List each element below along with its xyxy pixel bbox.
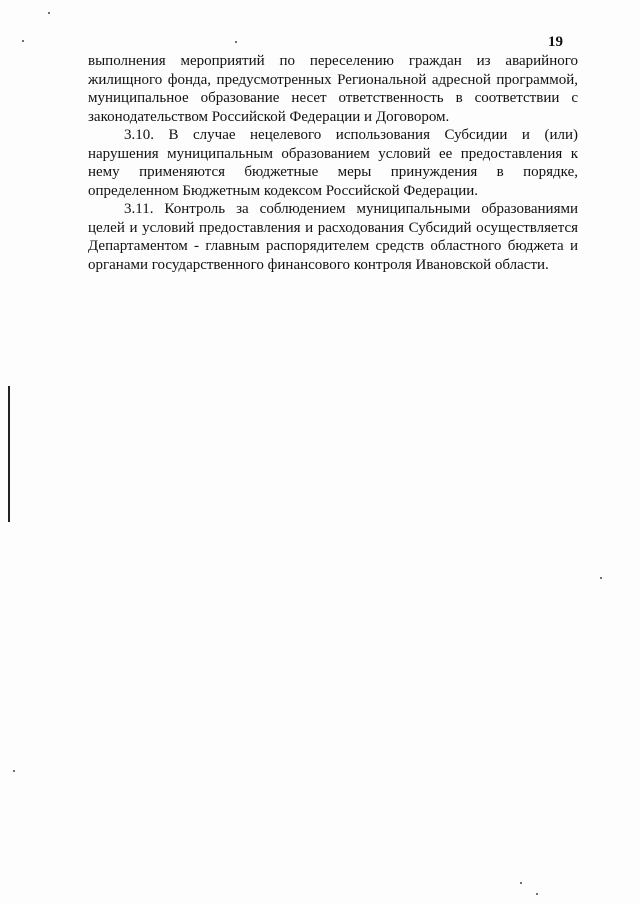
text-line: выполнения мероприятий по переселению граждан из аварийного <box>88 53 578 69</box>
scan-edge-mark <box>8 386 10 522</box>
text-line: определенном Бюджетным кодексом Российской Федерации. <box>88 182 479 199</box>
scan-speck <box>48 12 50 14</box>
text-line: целей и условий предоставления и расходования Субсидий осуществляется <box>88 219 578 236</box>
text-line: органами государственного финансового контроля Ивановской области. <box>88 256 549 273</box>
paragraph-3-11-first-line: 3.11. Контроль за соблюдением муниципальными образованиями <box>124 201 578 217</box>
text-line: Департаментом - главным распорядителем средств областного бюджета и <box>88 238 578 254</box>
text-line: жилищного фонда, предусмотренных Региональной адресной программой, <box>88 71 578 88</box>
document-body <box>88 52 578 274</box>
paragraph-3-10-first-line: 3.10. В случае нецелевого использования Субсидии и (или) <box>124 127 578 143</box>
scan-speck <box>13 770 15 772</box>
scan-speck <box>22 40 24 42</box>
scan-speck <box>520 882 522 884</box>
text-line: муниципальное образование несет ответственность в соответствии с <box>88 90 578 106</box>
scan-speck <box>235 41 237 43</box>
scan-speck <box>536 893 538 895</box>
page-number: 19 <box>548 34 563 50</box>
scan-speck <box>600 577 602 579</box>
text-line: нарушения муниципальным образованием условий ее предоставления к <box>88 145 578 162</box>
text-line: законодательством Российской Федерации и Договором. <box>88 108 450 125</box>
text-line: нему применяются бюджетные меры принуждения в порядке, <box>88 164 578 180</box>
